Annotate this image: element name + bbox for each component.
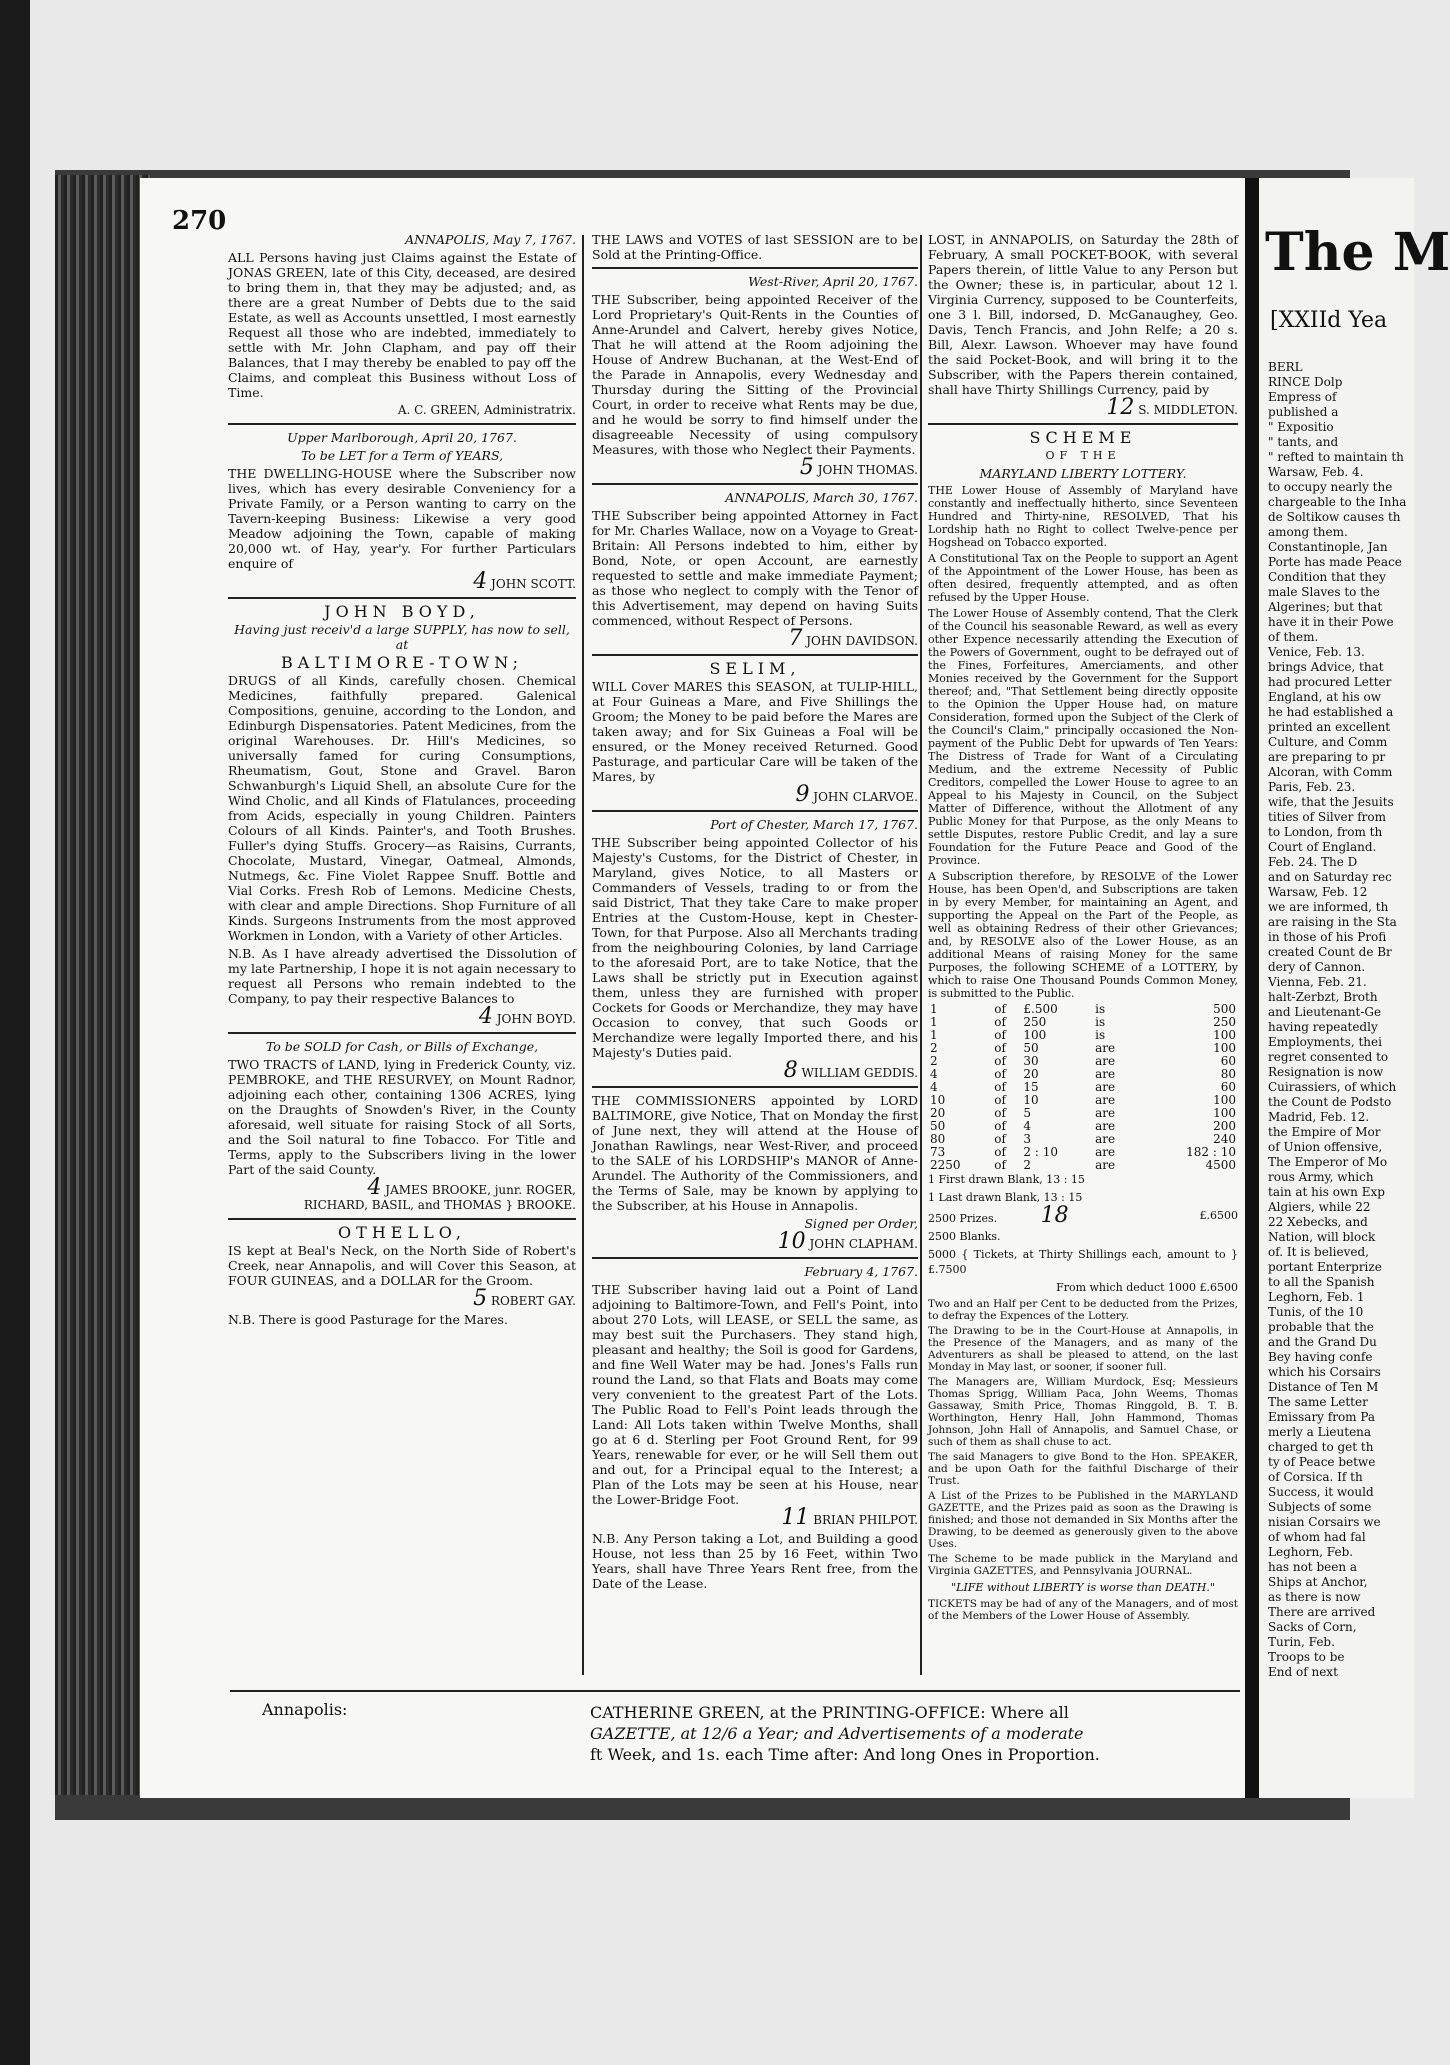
prize-cell: 30 [1023, 1054, 1039, 1068]
ad-signed: Signed per Order, [804, 1216, 918, 1231]
ad-liberty-lottery [928, 430, 1238, 1622]
facing-page-line: Algerines; but that [1268, 600, 1383, 614]
signature: 4 JOHN BOYD. [478, 1004, 576, 1029]
facing-page-line: among them. [1268, 525, 1348, 539]
page-number: 270 [172, 206, 227, 236]
ticket-summary: 5000 { Tickets, at Thirty Shillings each, amount to } £.7500 [928, 1248, 1238, 1276]
facing-page-line: has not been a [1268, 1560, 1358, 1574]
facing-page-line: regret consented to [1268, 1050, 1389, 1064]
ad-subtitle: OF THE [1045, 449, 1121, 462]
handwritten-number: 5 [473, 1286, 488, 1311]
facing-page-line: Tunis, of the 10 [1268, 1305, 1364, 1319]
prize-cell: are [1095, 1132, 1116, 1146]
facing-page-line: RINCE Dolp [1268, 375, 1343, 389]
prize-cell: 50 [930, 1119, 946, 1133]
facing-page-line: to occupy nearly the [1268, 480, 1393, 494]
prize-row [928, 1159, 1238, 1172]
prize-cell: of [994, 1002, 1006, 1016]
handwritten-number: 10 [777, 1229, 806, 1254]
ad-lost-pocket-book [928, 232, 1238, 418]
facing-page-line: The Emperor of Mo [1268, 1155, 1388, 1169]
prize-row [928, 1042, 1238, 1055]
ad-intro: Having just receiv'd a large SUPPLY, has now to sell, at [234, 622, 570, 652]
facing-page-line: which his Corsairs [1268, 1365, 1381, 1379]
prize-cell: 73 [930, 1145, 946, 1159]
facing-page-line: portant Enterprize [1268, 1260, 1382, 1274]
handwritten-number: 5 [799, 455, 814, 480]
ad-body: Two and an Half per Cent to be deducted from the Prizes, to defray the Expences of the Lottery. [928, 1298, 1238, 1322]
ad-title: JOHN BOYD, [324, 602, 480, 621]
prize-cell: 100 [1213, 1041, 1236, 1055]
signature: 5 JOHN THOMAS. [799, 455, 918, 480]
ad-quit-rents [592, 274, 918, 478]
prize-cell: 60 [1220, 1054, 1236, 1068]
facing-page-line: created Count de Br [1268, 945, 1392, 959]
facing-page-line: chargeable to the Inha [1268, 495, 1407, 509]
facing-page-line: Leghorn, Feb. [1268, 1545, 1354, 1559]
prize-cell: 100 [1213, 1106, 1236, 1120]
handwritten-number: 12 [1106, 395, 1135, 420]
prize-row [928, 1107, 1238, 1120]
facing-page-line: There are arrived [1268, 1605, 1376, 1619]
facing-page-line: Sacks of Corn, [1268, 1620, 1357, 1634]
ad-body: The said Managers to give Bond to the Hon. SPEAKER, and be upon Oath for the faithful Discharge of their Trust. [928, 1451, 1238, 1487]
prize-row [928, 1016, 1238, 1029]
ad-body: THE Lower House of Assembly of Maryland have constantly and ineffectually hitherto, since Seventeen Hundred and Thirty-nine, RESOLVED, That his Lordship hath no Right to collect Twelve-pence per Hogshead on Tobacco exported. [928, 484, 1238, 549]
divider [592, 654, 918, 656]
prize-cell: of [994, 1132, 1006, 1146]
dateline: Upper Marlborough, April 20, 1767. [287, 430, 517, 445]
prize-cell: £.500 [1023, 1002, 1058, 1016]
facing-page-line: Resignation is now [1268, 1065, 1384, 1079]
ad-title: SELIM, [709, 659, 801, 678]
prize-cell: are [1095, 1158, 1116, 1172]
prize-cell: 200 [1213, 1119, 1236, 1133]
facing-page-line: Algiers, while 22 [1268, 1200, 1371, 1214]
facing-page-line: BERL [1268, 360, 1303, 374]
facing-page-line: Feb. 24. The D [1268, 855, 1358, 869]
ad-body: THE Subscriber, being appointed Receiver of the Lord Proprietary's Quit-Rents in the Counties of Anne-Arundel and Calvert, hereby gives Notice, That he will attend at the Room adjoining the House of Andrew Buchanan, at the West-End of the Parade in Annapolis, every Wednesday and Thursday during the Sitting of the Provincial Court, in order to receive what Rents may be due, and he would be sorry to find himself under the disagreeable Necessity of using compulsory Measures, with those who Neglect their Payments. [592, 292, 918, 457]
prize-cell: of [994, 1054, 1006, 1068]
prize-cell: are [1095, 1093, 1116, 1107]
divider [928, 423, 1238, 425]
divider [228, 597, 576, 599]
prize-cell: 182 : 10 [1186, 1145, 1236, 1159]
prize-cell: 1 [930, 1015, 938, 1029]
facing-page-line: merly a Lieutena [1268, 1425, 1372, 1439]
facing-page-line: male Slaves to the [1268, 585, 1380, 599]
deduct-summary: From which deduct 1000 £.6500 [1056, 1281, 1238, 1294]
ad-place: BALTIMORE-TOWN; [280, 653, 524, 672]
blank-summary: 2500 Blanks. [928, 1230, 1001, 1243]
prize-cell: is [1095, 1015, 1106, 1029]
ad-body: THE Subscriber having laid out a Point of Land adjoining to Baltimore-Town, and Fell's Point, into about 270 Lots, will LEASE, or SELL the same, as may best suit the Purchasers. They stand high, pleasant and healthy; the Soil is good for Gardens, and fine Well Water may be had. Jones's Falls run round the Land, so that Flats and Boats may come very convenient to the greatest Part of the Lots. The Public Road to Fell's Point leads through the Land: All Lots taken within Twelve Months, shall go at 6 d. Sterling per Foot Ground Rent, for 99 Years, renewable for ever, or he will Sell them out and out, for a Principal equal to the Interest; a Plan of the Lots may be seen at his House, near the Lower-Bridge Foot. [592, 1282, 918, 1507]
facing-page-line: Troops to be [1268, 1650, 1345, 1664]
ad-note: N.B. Any Person taking a Lot, and Building a good House, not less than 25 by 16 Feet, within Two Years, shall have Three Years Rent free, from the Date of the Lease. [592, 1531, 918, 1591]
facing-page-line: rous Army, which [1268, 1170, 1374, 1184]
footer-line: CATHERINE GREEN, at the PRINTING-OFFICE: Where all [590, 1703, 1069, 1722]
facing-page-line: and Lieutenant-Ge [1268, 1005, 1382, 1019]
ad-othello [228, 1225, 576, 1327]
prize-cell: of [994, 1145, 1006, 1159]
dateline: West-River, April 20, 1767. [748, 274, 918, 289]
dateline: Port of Chester, March 17, 1767. [710, 817, 918, 832]
facing-page-line: are preparing to pr [1268, 750, 1386, 764]
ad-baltimore-lots [592, 1264, 918, 1591]
facing-page-line: to London, from th [1268, 825, 1383, 839]
ad-note: N.B. There is good Pasturage for the Mares. [228, 1312, 508, 1327]
book-spine [55, 175, 150, 1795]
handwritten-number: 18 [1040, 1203, 1069, 1228]
facing-page-line: of them. [1268, 630, 1319, 644]
ad-body: TICKETS may be had of any of the Managers, and of most of the Members of the Lower House of Assembly. [928, 1598, 1238, 1622]
prize-cell: 4 [930, 1067, 938, 1081]
facing-page-line: nisian Corsairs we [1268, 1515, 1381, 1529]
facing-page-line: the Count de Podsto [1268, 1095, 1392, 1109]
prize-cell: of [994, 1015, 1006, 1029]
prize-cell: of [994, 1067, 1006, 1081]
facing-page-line: de Soltikow causes th [1268, 510, 1401, 524]
handwritten-number: 8 [783, 1058, 798, 1083]
facing-page-line: Leghorn, Feb. 1 [1268, 1290, 1365, 1304]
facing-page-line: Warsaw, Feb. 4. [1268, 465, 1364, 479]
footer-rule [230, 1690, 1240, 1692]
dateline: ANNAPOLIS, March 30, 1767. [725, 490, 918, 505]
prize-cell: is [1095, 1002, 1106, 1016]
facing-page-text [1268, 360, 1407, 1680]
facing-page-line: of. It is believed, [1268, 1245, 1369, 1259]
facing-page-line: Bey having confe [1268, 1350, 1373, 1364]
facing-page-line: " Expositio [1268, 420, 1334, 434]
prize-cell: 100 [1023, 1028, 1047, 1042]
ad-john-boyd [228, 604, 576, 1027]
facing-page-line: as there is now [1268, 1590, 1361, 1604]
prize-cell: of [994, 1158, 1006, 1172]
handwritten-number: 4 [473, 569, 488, 594]
ad-heading: To be SOLD for Cash, or Bills of Exchange, [265, 1039, 539, 1054]
handwritten-number: 9 [795, 782, 810, 807]
facing-page-line: " tants, and [1268, 435, 1339, 449]
handwritten-number: 4 [367, 1175, 382, 1200]
prize-cell: 80 [930, 1132, 946, 1146]
prize-row [928, 1094, 1238, 1107]
ad-body: The Managers are, William Murdock, Esq; Messieurs Thomas Sprigg, William Paca, John Weems, Thomas Gassaway, Smith Price, Thomas Ringgold, B. T. B. Worthington, Henry Hall, John Hammond, Thomas Johnson, John Hall of Annapolis, and Samuel Chase, or such of them as shall chuse to act. [928, 1376, 1238, 1448]
prize-cell: 240 [1213, 1132, 1236, 1146]
facing-page-line: ty of Peace betwe [1268, 1455, 1376, 1469]
facing-page-line: " refted to maintain th [1268, 450, 1404, 464]
facing-page-line: Empress of [1268, 390, 1337, 404]
ad-body: A List of the Prizes to be Published in the MARYLAND GAZETTE, and the Prizes paid as soon as the Drawing is finished; and those not demanded in Six Months after the Drawing, to be deemed as generously given to the above Uses. [928, 1490, 1238, 1550]
prize-cell: 2250 [930, 1158, 961, 1172]
prize-cell: 60 [1220, 1080, 1236, 1094]
prize-cell: are [1095, 1080, 1116, 1094]
facing-page-line: Venice, Feb. 13. [1268, 645, 1365, 659]
prize-cell: 2 [930, 1054, 938, 1068]
prize-cell: 20 [1023, 1067, 1039, 1081]
ad-body: The Lower House of Assembly contend, That the Clerk of the Council his seasonable Reward, as well as every other Expence necessarily attending the Execution of the Powers of Government, ought to be defrayed out of the Fines, Forfeitures, Amerciaments, and other Monies received by the Government for the Support thereof; and, "That Settlement being directly opposite to the Opinion the Upper House had, on mature Consideration, formed upon the Subject of the Clerk of the Council's Claim," principally occasioned the Non-payment of the Public Debt for upwards of Ten Years: The Distress of Trade for Want of a Circulating Medium, and the extreme Necessity of Public Creditors, compelled the Lower House to agree to an Appeal to his Majesty in Council, on the Subject Matter of Difference, without the Allotment of any Public Money for that Purpose, as the only Means to settle Disputes, restore Public Credit, and lay a sure Foundation for the Future Peace and Good of the Province. [928, 607, 1238, 867]
facing-page-line: have it in their Powe [1268, 615, 1394, 629]
facing-page-line: End of next [1268, 1665, 1338, 1679]
ad-dwelling-house [228, 430, 576, 592]
divider [592, 267, 918, 269]
prize-cell: 80 [1220, 1067, 1236, 1081]
prize-cell: 1 [930, 1002, 938, 1016]
prize-row [928, 1068, 1238, 1081]
column-rule [582, 235, 584, 1675]
prize-cell: are [1095, 1145, 1116, 1159]
prize-cell: of [994, 1106, 1006, 1120]
footer-line: ft Week, and 1s. each Time after: And long Ones in Proportion. [590, 1745, 1100, 1764]
prize-cell: is [1095, 1028, 1106, 1042]
facing-page-line: Madrid, Feb. 12. [1268, 1110, 1370, 1124]
facing-page-line: to all the Spanish [1268, 1275, 1375, 1289]
facing-page-line: halt-Zerbzt, Broth [1268, 990, 1378, 1004]
facing-page-line: Nation, will block [1268, 1230, 1376, 1244]
signature: 5 ROBERT GAY. [473, 1286, 576, 1311]
ad-tracts-of-land [228, 1039, 576, 1213]
blank-row: 1 Last drawn Blank, 13 : 15 [928, 1191, 1083, 1204]
facing-page-line: Success, it would [1268, 1485, 1374, 1499]
divider [228, 423, 576, 425]
prize-cell: of [994, 1119, 1006, 1133]
column-1 [228, 232, 576, 1682]
prize-cell: of [994, 1093, 1006, 1107]
blank-row: 1 First drawn Blank, 13 : 15 [928, 1173, 1085, 1186]
dateline: ANNAPOLIS, May 7, 1767. [405, 232, 576, 247]
facing-page-line: Condition that they [1268, 570, 1386, 584]
prize-cell: 4500 [1205, 1158, 1236, 1172]
prize-cell: 100 [1213, 1093, 1236, 1107]
ad-body: WILL Cover MARES this SEASON, at TULIP-HILL, at Four Guineas a Mare, and Five Shillings the Groom; the Money to be paid before the Mares are taken away; and for Six Guineas a Foal will be ensured, or the Money received Returned. Good Pasturage, and particular Care will be taken of the Mares, by [592, 679, 918, 784]
facing-page-line: Employments, thei [1268, 1035, 1382, 1049]
facing-page-line: Vienna, Feb. 21. [1268, 975, 1367, 989]
divider [228, 1218, 576, 1220]
prize-cell: are [1095, 1067, 1116, 1081]
column-3 [928, 232, 1238, 1632]
facing-page-line: Cuirassiers, of which [1268, 1080, 1397, 1094]
signature: 7 JOHN DAVIDSON. [788, 626, 918, 651]
facing-page-line: 22 Xebecks, and [1268, 1215, 1368, 1229]
ad-body: THE COMMISSIONERS appointed by LORD BALTIMORE, give Notice, That on Monday the first of June next, they will attend at the House of Jonathan Rawlings, near West-River, and proceed to the SALE of his LORDSHIP's MANOR of Anne-Arundel. The Authority of the Commissioners, and the Terms of Sale, may be known by applying to the Subscriber, at his House in Annapolis. [592, 1093, 919, 1213]
ad-title: SCHEME [1029, 428, 1137, 447]
divider [228, 1032, 576, 1034]
prize-cell: 4 [1023, 1119, 1032, 1133]
facing-page-line: and on Saturday rec [1268, 870, 1392, 884]
facing-page-line: printed an excellent [1268, 720, 1391, 734]
ad-body: The Drawing to be in the Court-House at Annapolis, in the Presence of the Managers, and as many of the Adventurers as shall be pleased to attend, on the last Monday in May last, or sooner, if sooner full. [928, 1325, 1238, 1373]
footer-line: GAZETTE, at 12/6 a Year; and Advertisements of a moderate [590, 1724, 1084, 1743]
ad-heading: MARYLAND LIBERTY LOTTERY. [979, 466, 1187, 481]
prize-cell: 4 [930, 1080, 938, 1094]
facing-page-line: The same Letter [1268, 1395, 1368, 1409]
ad-selim [592, 661, 918, 805]
ad-laws-and-votes [592, 232, 918, 262]
volume-line: [XXIId Yea [1270, 308, 1388, 333]
prize-cell: 50 [1023, 1041, 1039, 1055]
facing-page-line: Culture, and Comm [1268, 735, 1388, 749]
prize-cell: are [1095, 1041, 1116, 1055]
ad-body: The Scheme to be made publick in the Maryland and Virginia GAZETTES, and Pennsylvania JOURNAL. [928, 1553, 1238, 1577]
prize-cell: 1 [930, 1028, 938, 1042]
ad-body: THE Subscriber being appointed Attorney in Fact for Mr. Charles Wallace, now on a Voyage to Great-Britain: All Persons indebted to him, either by Bond, Note, or open Account, are earnestly requested to settle and make immediate Payment; as those who neglect to comply with the Tenor of this Advertisement, may depend on having Suits commenced, without Respect of Persons. [592, 508, 918, 628]
divider [592, 810, 918, 812]
ad-body: THE DWELLING-HOUSE where the Subscriber now lives, which has every desirable Conveniency for a Private Family, or a Person wanting to carry on the Tavern-keeping Business: Likewise a very good Meadow adjoining the Town, capable of making 20,000 wt. of Hay, year'y. For further Particulars enquire of [228, 466, 576, 571]
prize-cell: 100 [1213, 1028, 1236, 1042]
facing-page-line: dery of Cannon. [1268, 960, 1366, 974]
ad-body: DRUGS of all Kinds, carefully chosen. Chemical Medicines, faithfully prepared. Galenical Compositions, genuine, according to the London, and Edinburgh Dispensatories. Patent Medicines, from the original Warehouses. Dr. Hill's Medicines, so universally famed for curing Consumptions, Rheumatism, Gout, Stone and Gravel. Baron Schwanburgh's Liquid Shell, an absolute Cure for the Wind Cholic, and all Kinds of Flatulances, proceeding from Acids, especially in young Children. Painters Colours of all Kinds. Painter's, and Tooth Brushes. Fuller's dying Stuffs. Grocery—as Raisins, Currants, Chocolate, Mustard, Vinegar, Oatmeal, Almonds, Nutmegs, &c. Fine Violet Rappee Snuff. Bottle and Vial Corks. Fresh Rob of Lemons. Medicine Chests, with clear and ample Directions. Shop Furniture of all Kinds. Surgeons Instruments from the most approved Workmen in London, with a Variety of other Articles. [228, 673, 576, 943]
signature: 12 S. MIDDLETON. [1106, 395, 1238, 420]
prize-cell: 20 [930, 1106, 946, 1120]
facing-page-line: Subjects of some [1268, 1500, 1372, 1514]
facing-page-line: in those of his Profi [1268, 930, 1387, 944]
facing-page-line: tain at his own Exp [1268, 1185, 1385, 1199]
facing-page-line: had procured Letter [1268, 675, 1392, 689]
facing-page-line: probable that the [1268, 1320, 1374, 1334]
prize-cell: of [994, 1028, 1006, 1042]
facing-page-line: published a [1268, 405, 1339, 419]
facing-page-line: Paris, Feb. 23. [1268, 780, 1356, 794]
handwritten-number: 7 [788, 626, 803, 651]
facing-page-line: Emissary from Pa [1268, 1410, 1376, 1424]
prize-row [928, 1081, 1238, 1094]
prize-table [928, 1003, 1238, 1172]
prize-row [928, 1055, 1238, 1068]
ad-note: N.B. As I have already advertised the Dissolution of my late Partnership, I hope it is not again necessary to request all Persons who remain indebted to the Company, to pay their respective Balances to [228, 946, 576, 1006]
ad-body: IS kept at Beal's Neck, on the North Side of Robert's Creek, near Annapolis, and will Cover this Season, at FOUR GUINEAS, and a DOLLAR for the Groom. [228, 1243, 576, 1288]
ad-attorney [592, 490, 918, 649]
facing-page-line: Warsaw, Feb. 12 [1268, 885, 1368, 899]
signature: 10 JOHN CLAPHAM. [777, 1229, 918, 1254]
column-2 [592, 232, 918, 1672]
prize-row [928, 1120, 1238, 1133]
prize-cell: 5 [1023, 1106, 1032, 1120]
handwritten-number: 11 [781, 1505, 810, 1530]
ad-green-estate [228, 232, 576, 418]
handwritten-number: 4 [478, 1004, 493, 1029]
ad-title: OTHELLO, [338, 1223, 466, 1242]
masthead: The M [1265, 222, 1450, 283]
signature: 4 JOHN SCOTT. [473, 569, 576, 594]
facing-page-line: of Corsica. If th [1268, 1470, 1363, 1484]
facing-page-line: charged to get th [1268, 1440, 1374, 1454]
footer-imprint-place: Annapolis: [262, 1700, 348, 1719]
motto: "LIFE without LIBERTY is worse than DEATH." [951, 1581, 1215, 1594]
ad-heading: To be LET for a Term of YEARS, [300, 448, 504, 463]
footer-imprint [590, 1702, 1240, 1765]
signature: A. C. GREEN, Administratrix. [397, 403, 576, 417]
facing-page-line: we are informed, th [1268, 900, 1389, 914]
facing-page-line: the Empire of Mor [1268, 1125, 1381, 1139]
prize-cell: are [1095, 1054, 1116, 1068]
facing-page-line: Alcoran, with Comm [1268, 765, 1393, 779]
ad-body: A Constitutional Tax on the People to support an Agent of the Appointment of the Lower House, has been as often desired, frequently attempted, and as often refused by the Upper House. [928, 552, 1238, 604]
facing-page-line: he had established a [1268, 705, 1394, 719]
facing-page-line: of whom had fal [1268, 1530, 1366, 1544]
prize-cell: of [994, 1041, 1006, 1055]
facing-page-line: Ships at Anchor, [1268, 1575, 1368, 1589]
ad-body: LOST, in ANNAPOLIS, on Saturday the 28th of February, A small POCKET-BOOK, with several Papers therein, of little Value to any Person but the Owner; these is, in particular, about 12 l. Virginia Currency, supposed to be Counterfeits, one 3 l. Bill, indorsed, D. McGanaughey, Geo. Davis, Tench Francis, and John Relfe; a 20 s. Bill, Alexr. Lawson. Whoever may have found the said Pocket-Book, and will bring it to the Subscriber, with the Papers therein contained, shall have Thirty Shillings Currency, paid by [928, 232, 1238, 397]
prize-cell: 2 [1023, 1158, 1032, 1172]
ad-body: A Subscription therefore, by RESOLVE of the Lower House, has been Open'd, and Subscriptions are taken in by every Member, for maintaining an Agent, and supporting the Appeal on the Part of the People, as well as obtaining Redress of their other Grievances; and, by RESOLVE also of the Lower House, as an additional Means of raising Money for the same Purposes, the following SCHEME of a LOTTERY, by which to raise One Thousand Pounds Common Money, is submitted to the Public. [928, 870, 1238, 1000]
divider [592, 483, 918, 485]
facing-page-line: having repeatedly [1268, 1020, 1378, 1034]
prize-row [928, 1029, 1238, 1042]
ad-body: THE LAWS and VOTES of last SESSION are to be Sold at the Printing-Office. [592, 232, 918, 262]
facing-page-line: England, at his ow [1268, 690, 1382, 704]
prize-cell: are [1095, 1106, 1116, 1120]
facing-page-line: brings Advice, that [1268, 660, 1384, 674]
facing-page-line: Court of England. [1268, 840, 1377, 854]
scanner-edge [0, 0, 30, 2065]
facing-page-line: Constantinople, Jan [1268, 540, 1388, 554]
prize-cell: 10 [930, 1093, 946, 1107]
facing-page-line: wife, that the Jesuits [1268, 795, 1394, 809]
ad-body: TWO TRACTS of LAND, lying in Frederick County, viz. PEMBROKE, and THE RESURVEY, on Mount Radnor, adjoining each other, containing 1306 ACRES, lying on the Draughts of Snowden's River, in the County aforesaid, well situate for raising Stock of all Sorts, and the Soil natural to fine Tobacco. For Title and Terms, apply to the Subscribers living in the lower Part of the said County. [228, 1057, 576, 1177]
signature: 9 JOHN CLARVOE. [795, 782, 918, 807]
ad-commissioners [592, 1093, 918, 1252]
facing-page-line: of Union offensive, [1268, 1140, 1383, 1154]
prize-cell: 15 [1023, 1080, 1039, 1094]
prize-row [928, 1003, 1238, 1016]
signature: 8 WILLIAM GEDDIS. [783, 1058, 918, 1083]
facing-page-line: tities of Silver from [1268, 810, 1386, 824]
signature: 11 BRIAN PHILPOT. [781, 1505, 918, 1530]
prize-cell: 2 : 10 [1023, 1145, 1058, 1159]
prize-cell: 3 [1023, 1132, 1032, 1146]
column-rule [920, 235, 922, 1675]
facing-page-line: Porte has made Peace [1268, 555, 1402, 569]
prize-row [928, 1146, 1238, 1159]
prize-cell: of [994, 1080, 1006, 1094]
divider [592, 1257, 918, 1259]
prize-cell: 250 [1023, 1015, 1047, 1029]
prize-cell: 500 [1213, 1002, 1236, 1016]
divider [592, 1086, 918, 1088]
ad-body: THE Subscriber being appointed Collector of his Majesty's Customs, for the District of Chester, in Maryland, gives Notice, to all Masters or Commanders of Vessels, trading to or from the said District, That they take Care to make proper Entries at the Custom-House, kept in Chester-Town, for that Purpose. Also all Merchants trading from the neighbouring Colonies, by land Carriage to the aforesaid Port, are to take Notice, that the Laws shall be strictly put in Execution against them, unless they are furnished with proper Cockets for Goods or Merchandize, they may have Occasion to convey, that such Goods or Merchandize were legally Imported there, and his Majesty's Duties paid. [592, 835, 918, 1060]
facing-page-line: are raising in the Sta [1268, 915, 1397, 929]
ad-body: ALL Persons having just Claims against the Estate of JONAS GREEN, late of this City, deceased, are desired to bring them in, that they may be adjusted; and, as there are a great Number of Debts due to the said Estate, as well as Accounts unsettled, I most earnestly Request all those who are indebted, immediately to settle with Mr. John Clapham, and pay off their Balances, that I may thereby be enabled to pay off the Claims, and compleat this Business without Loss of Time. [228, 250, 576, 400]
facing-page-line: and the Grand Du [1268, 1335, 1377, 1349]
prize-summary: 2500 Prizes. 18 £.6500 [928, 1203, 1238, 1228]
prize-cell: are [1095, 1119, 1116, 1133]
signature: 4 JAMES BROOKE, junr. ROGER, RICHARD, BASIL, and THOMAS } BROOKE. [303, 1175, 576, 1212]
prize-cell: 2 [930, 1041, 938, 1055]
facing-page-line: Distance of Ten M [1268, 1380, 1379, 1394]
dateline: February 4, 1767. [804, 1264, 918, 1279]
prize-cell: 10 [1023, 1093, 1039, 1107]
prize-cell: 250 [1213, 1015, 1236, 1029]
ad-customs [592, 817, 918, 1081]
facing-page-line: Turin, Feb. [1268, 1635, 1335, 1649]
